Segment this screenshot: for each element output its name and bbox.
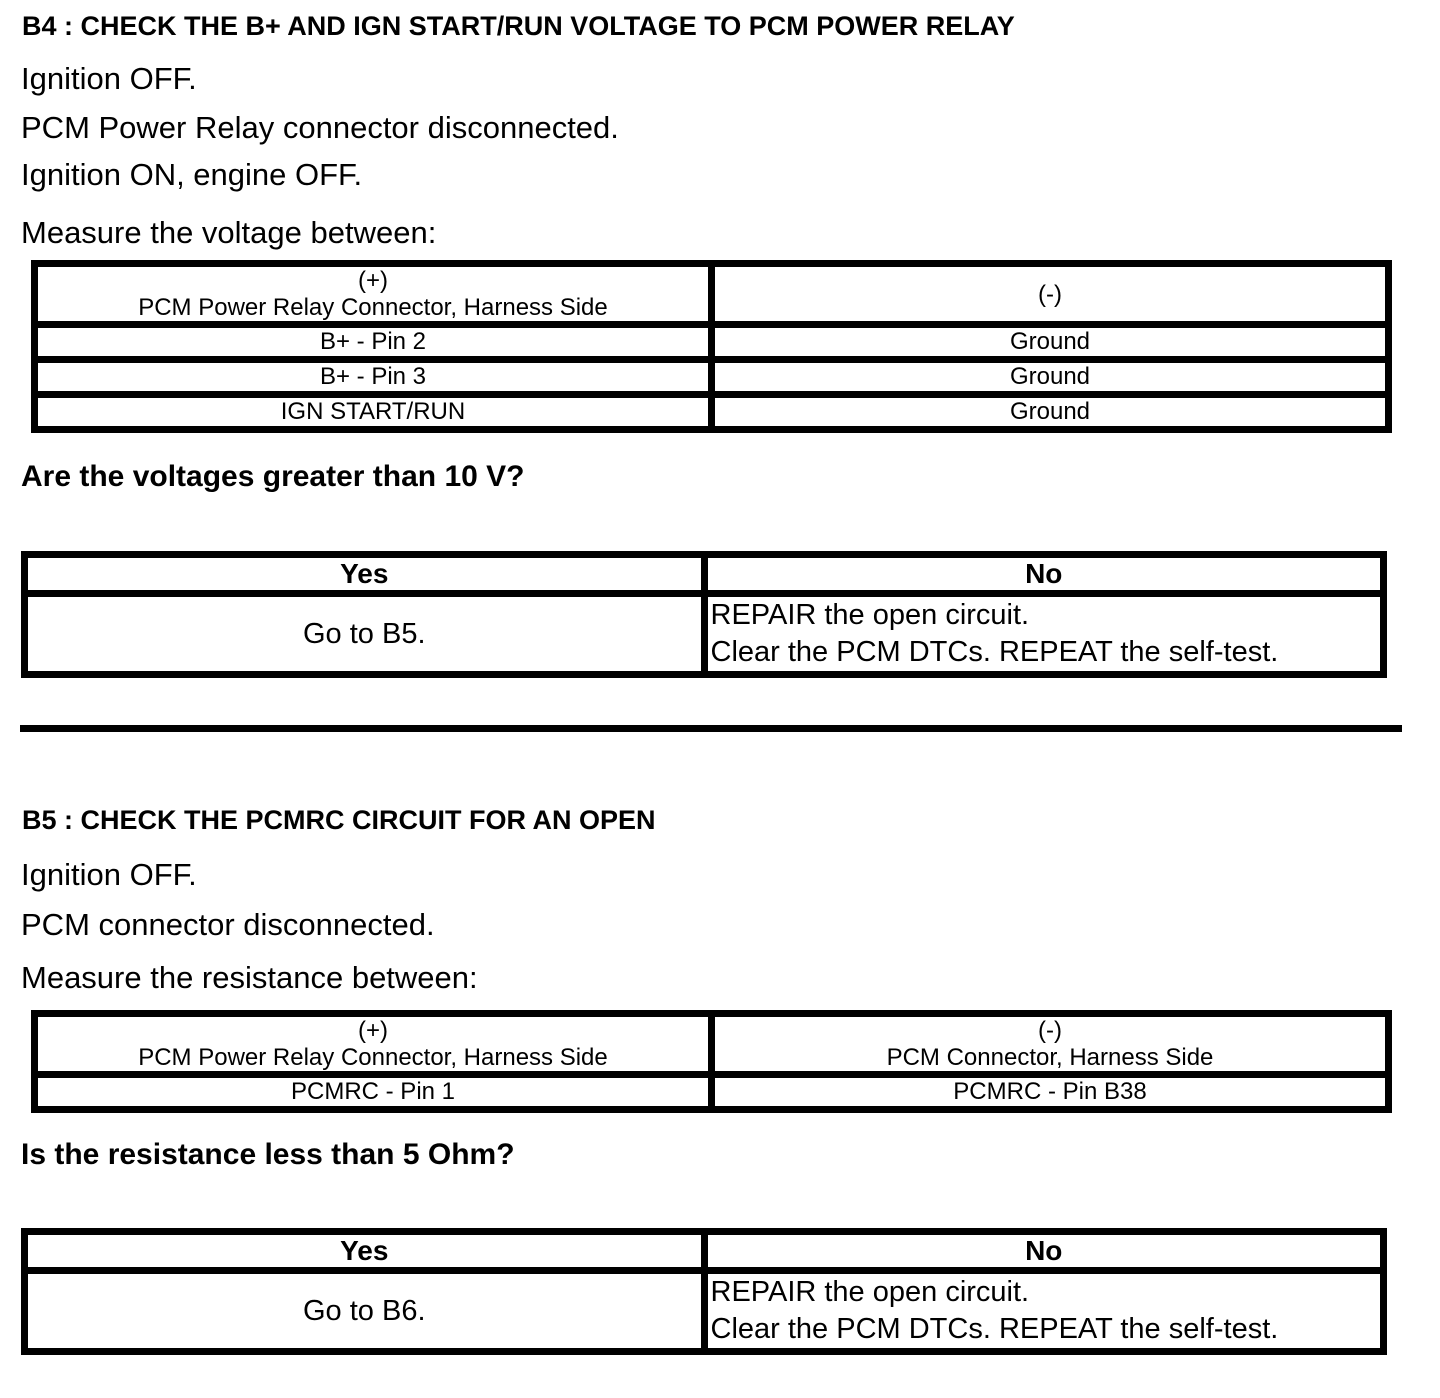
- table-row: [35, 1075, 1389, 1110]
- plus-pin-cell: B+ - Pin 2: [35, 325, 712, 360]
- table-row: [35, 325, 1389, 360]
- no-action-cell: [704, 594, 1384, 675]
- decision-table-b4: [21, 551, 1387, 678]
- no-header: No: [704, 1232, 1384, 1271]
- minus-symbol: (-): [1038, 280, 1062, 308]
- instruction-line: Ignition ON, engine OFF.: [21, 157, 363, 192]
- plus-column-header: [35, 264, 712, 325]
- instruction-line: PCM Power Relay connector disconnected.: [21, 110, 619, 145]
- yes-action-cell: Go to B6.: [25, 1271, 705, 1352]
- table-row: [35, 395, 1389, 430]
- minus-pin-cell: PCMRC - Pin B38: [712, 1075, 1389, 1110]
- instruction-line: Ignition OFF.: [21, 857, 197, 892]
- instruction-line: Ignition OFF.: [21, 61, 197, 96]
- no-action-cell: [704, 1271, 1384, 1352]
- plus-pin-cell: PCMRC - Pin 1: [35, 1075, 712, 1110]
- plus-pin-cell: B+ - Pin 3: [35, 360, 712, 395]
- decision-question: Is the resistance less than 5 Ohm?: [21, 1138, 515, 1171]
- step-b5-heading: B5 : CHECK THE PCMRC CIRCUIT FOR AN OPEN: [22, 805, 656, 835]
- no-action-line: REPAIR the open circuit.: [710, 599, 1030, 631]
- decision-table-b5: [21, 1228, 1387, 1355]
- measurement-table-b5: [31, 1010, 1392, 1113]
- yes-header: Yes: [25, 555, 705, 594]
- minus-column-header: [712, 1014, 1389, 1075]
- plus-pin-cell: IGN START/RUN: [35, 395, 712, 430]
- table-row: [35, 360, 1389, 395]
- section-divider: [20, 725, 1402, 732]
- measurement-table-b4: [31, 260, 1392, 433]
- measure-prompt: Measure the resistance between:: [21, 960, 478, 995]
- plus-subtitle: PCM Power Relay Connector, Harness Side: [138, 1044, 608, 1071]
- no-action-line: Clear the PCM DTCs. REPEAT the self-test.: [710, 1313, 1279, 1345]
- decision-header-row: [25, 555, 1384, 594]
- decision-question: Are the voltages greater than 10 V?: [21, 460, 525, 493]
- decision-body-row: [25, 594, 1384, 675]
- no-action-line: REPAIR the open circuit.: [710, 1276, 1030, 1308]
- instruction-line: PCM connector disconnected.: [21, 907, 435, 942]
- measure-prompt: Measure the voltage between:: [21, 215, 437, 250]
- minus-column-header: [712, 264, 1389, 325]
- step-b4-heading: B4 : CHECK THE B+ AND IGN START/RUN VOLTAGE TO PCM POWER RELAY: [22, 11, 1015, 41]
- minus-pin-cell: Ground: [712, 325, 1389, 360]
- no-action-line: Clear the PCM DTCs. REPEAT the self-test.: [710, 636, 1279, 668]
- table-header-row: [35, 264, 1389, 325]
- minus-pin-cell: Ground: [712, 360, 1389, 395]
- plus-symbol: (+): [358, 1017, 388, 1044]
- decision-body-row: [25, 1271, 1384, 1352]
- yes-header: Yes: [25, 1232, 705, 1271]
- minus-symbol: (-): [1038, 1017, 1062, 1044]
- table-header-row: [35, 1014, 1389, 1075]
- plus-symbol: (+): [358, 267, 388, 294]
- no-header: No: [704, 555, 1384, 594]
- yes-action-cell: Go to B5.: [25, 594, 705, 675]
- minus-subtitle: PCM Connector, Harness Side: [886, 1044, 1214, 1071]
- minus-pin-cell: Ground: [712, 395, 1389, 430]
- top-margin: [0, 0, 1440, 10]
- decision-header-row: [25, 1232, 1384, 1271]
- plus-subtitle: PCM Power Relay Connector, Harness Side: [138, 294, 608, 321]
- plus-column-header: [35, 1014, 712, 1075]
